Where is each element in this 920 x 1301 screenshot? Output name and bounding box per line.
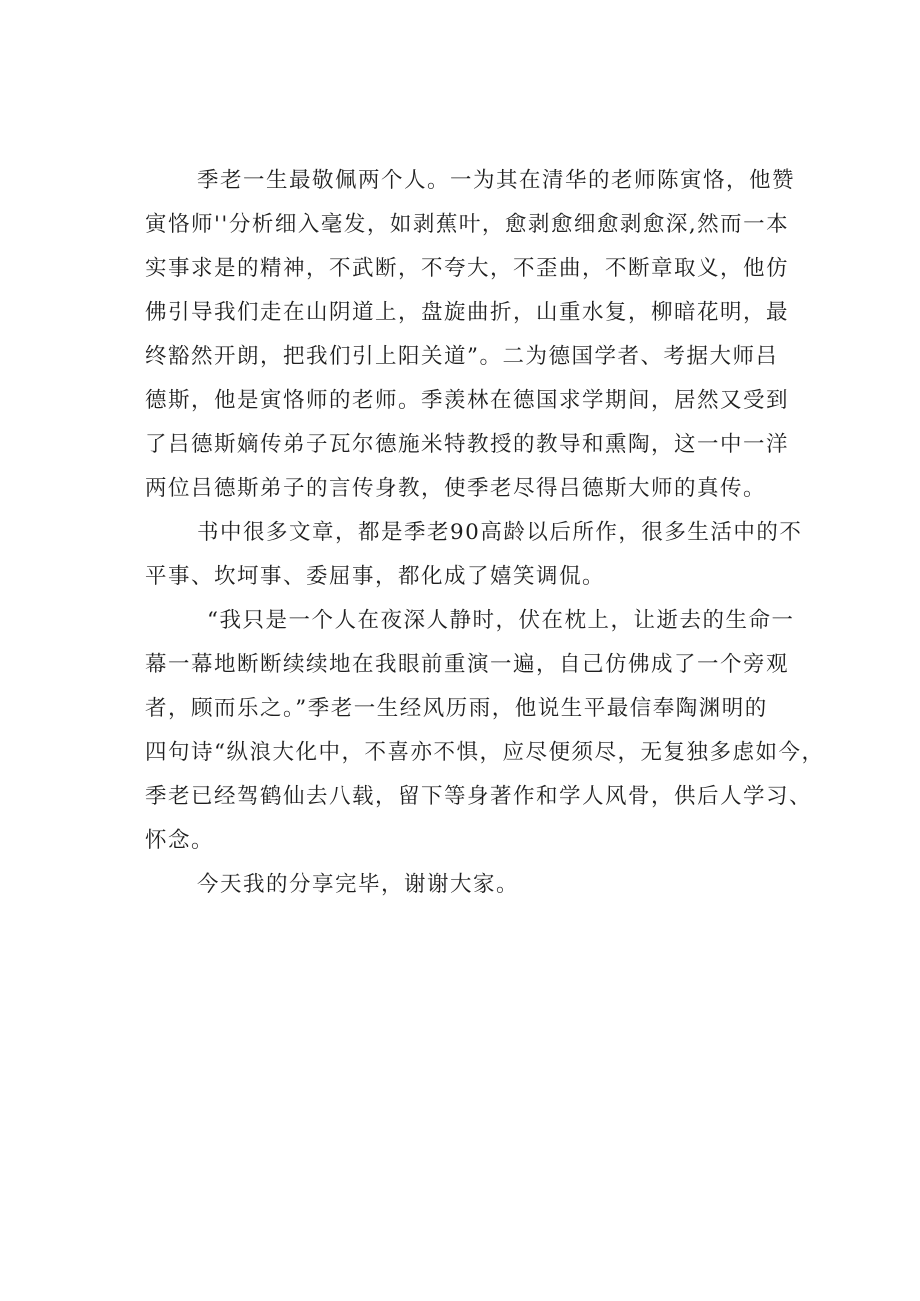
paragraph-line: 今天我的分享完毕，谢谢大家。 (197, 872, 520, 897)
paragraph-line: 佛引导我们走在山阴道上，盘旋曲折，山重水复，柳暗花明，最 (145, 300, 790, 325)
paragraph-quote (145, 599, 825, 863)
paragraph-line: 寅恪师''分析细入毫发，如剥蕉叶，愈剥愈细愈剥愈深,然而一本 (145, 212, 790, 237)
paragraph-line: 书中很多文章，都是季老90高龄以后所作，很多生活中的不 (197, 520, 803, 545)
paragraph-line: 德斯，他是寅恪师的老师。季羡林在德国求学期间，居然又受到 (145, 388, 790, 413)
paragraph-line: 四句诗“纵浪大化中，不喜亦不惧，应尽便须尽，无复独多虑如今， (145, 740, 825, 765)
paragraph-line: 了吕德斯嫡传弟子瓦尔德施米特教授的教导和熏陶，这一中一洋 (145, 432, 790, 457)
paragraph-two-mentors (145, 159, 815, 511)
paragraph-closing (145, 863, 815, 907)
paragraph-line: 终豁然开朗，把我们引上阳关道”。二为德国学者、考据大师吕 (145, 344, 779, 369)
paragraph-line: 怀念。 (145, 828, 215, 853)
paragraph-line: “我只是一个人在夜深人静时，伏在枕上，让逝去的生命一 (207, 608, 795, 633)
paragraph-line: 两位吕德斯弟子的言传身教，使季老尽得吕德斯大师的真传。 (145, 476, 767, 501)
paragraph-book-essays (145, 511, 815, 599)
paragraph-line: 季老一生最敬佩两个人。一为其在清华的老师陈寅恪，他赞 (197, 168, 796, 193)
paragraph-line: 者，顾而乐之。”季老一生经风历雨，他说生平最信奉陶渊明的 (145, 696, 768, 721)
paragraph-line: 季老已经驾鹤仙去八载，留下等身著作和学人风骨，供后人学习、 (145, 784, 813, 809)
document-body (145, 159, 825, 907)
paragraph-line: 平事、坎坷事、委屈事，都化成了嬉笑调侃。 (145, 564, 606, 589)
paragraph-line: 实事求是的精神，不武断，不夸大，不歪曲，不断章取义，他仿 (145, 256, 790, 281)
paragraph-line: 幕一幕地断断续续地在我眼前重演一遍，自己仿佛成了一个旁观 (145, 652, 790, 677)
